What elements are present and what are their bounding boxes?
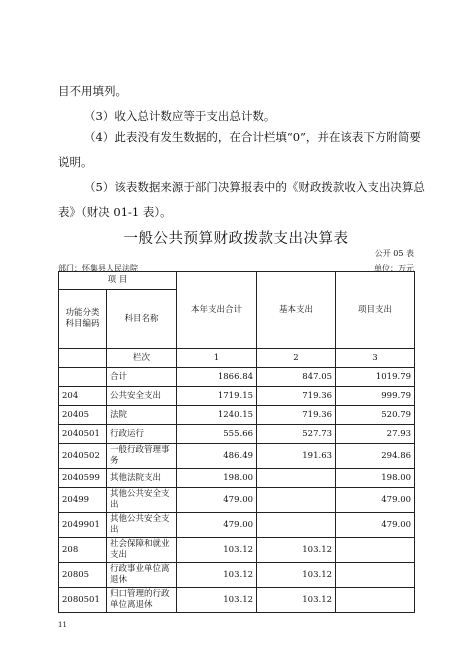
table-row: 2080501 归口管理的行政单位离退休 103.12 103.12	[59, 588, 415, 613]
paragraph-line: （3）收入总计数应等于支出总计数。	[84, 109, 276, 123]
unit-label: 单位：万元	[374, 264, 414, 273]
paragraph-line: （4）此表没有发生数据的，在合计栏填“0”，并在该表下方附简要	[84, 130, 421, 144]
table-row: 合计 1866.84 847.05 1019.79	[59, 368, 415, 387]
table-row: 2040501 行政运行 555.66 527.73 27.93	[59, 425, 415, 444]
table-row: 20405 法院 1240.15 719.36 520.79	[59, 406, 415, 425]
column-index: 1	[177, 349, 257, 368]
table-row: 208 社会保障和就业支出 103.12 103.12	[59, 538, 415, 563]
column-index: 2	[257, 349, 336, 368]
paragraph-line: 表》（财决 01-1 表）。	[58, 205, 172, 219]
table-row: 20499 其他公共安全支出 479.00 479.00	[59, 488, 415, 513]
table-title: 一般公共预算财政拨款支出决算表	[123, 231, 349, 247]
paragraph-line: （5）该表数据来源于部门决算报表中的《财政拨款收入支出决算总	[84, 180, 425, 194]
table-row: 2049901 其他公共安全支出 479.00 479.00	[59, 513, 415, 538]
paragraph-line: 说明。	[58, 155, 93, 169]
page-number: 11	[58, 621, 67, 629]
paragraph-line: 目不用填列。	[58, 84, 127, 98]
table-row: 2040599 其他法院支出 198.00 198.00	[59, 469, 415, 488]
header-subject-name: 科目名称	[107, 290, 177, 349]
header-item: 项 目	[59, 272, 177, 290]
header-func-code: 功能分类科目编码	[59, 290, 107, 349]
column-index: 3	[336, 349, 415, 368]
department-label: 部门：怀集县人民法院	[58, 264, 138, 273]
header-basic: 基本支出	[257, 272, 336, 349]
header-project: 项目支出	[336, 272, 415, 349]
column-index-label: 栏次	[107, 349, 177, 368]
expenditure-table	[58, 271, 415, 613]
header-total: 本年支出合计	[177, 272, 257, 349]
table-row: 204 公共安全支出 1719.15 719.36 999.79	[59, 387, 415, 406]
form-number: 公开 05 表	[374, 249, 414, 258]
table-row: 2040502 一般行政管理事务 486.49 191.63 294.86	[59, 444, 415, 469]
table-row: 20805 行政事业单位离退休 103.12 103.12	[59, 563, 415, 588]
